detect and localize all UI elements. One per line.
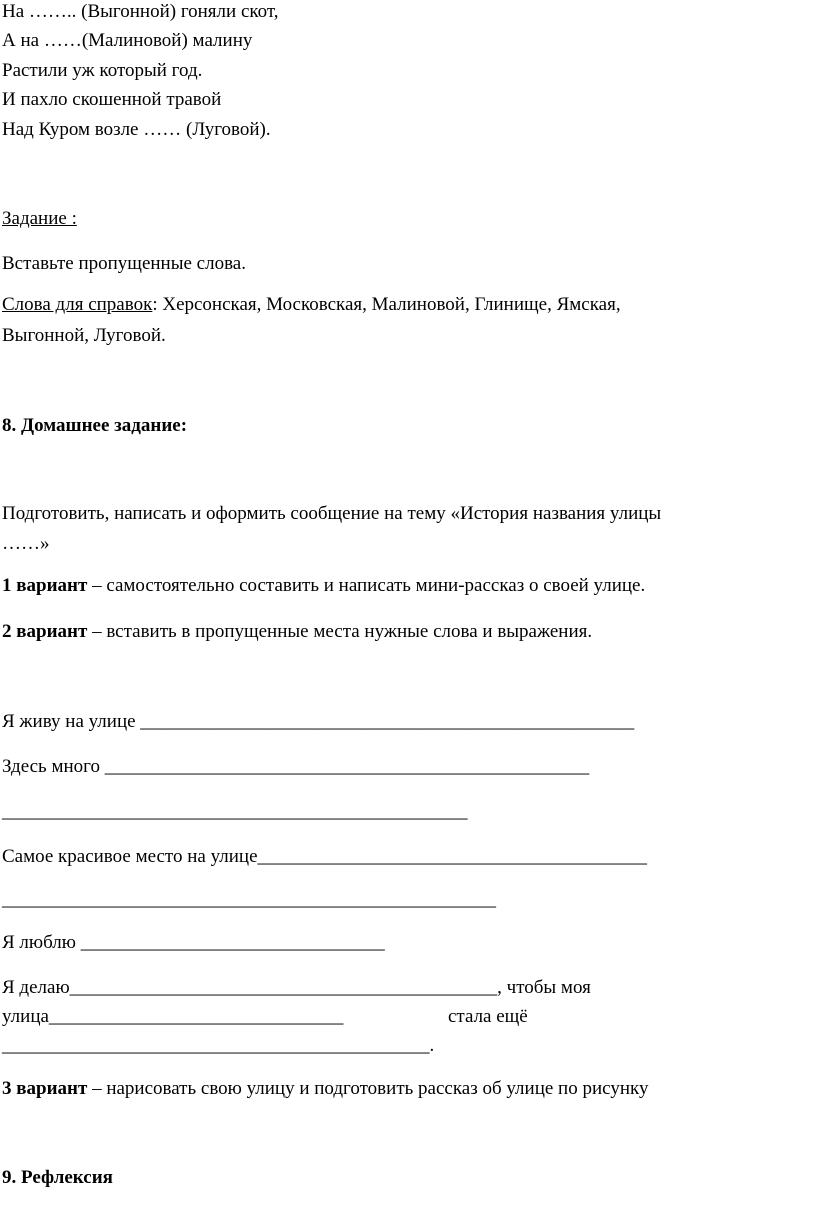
variant-3 — [2, 1078, 648, 1101]
fill-line-8-end: стала ещё — [448, 1006, 528, 1027]
fill-line-9: _____________________________________________. — [2, 1035, 435, 1056]
fill-line-3: _________________________________________________ — [2, 801, 468, 822]
variant-3-label: 3 вариант — [2, 1078, 88, 1099]
fill-line-5: ____________________________________________________ — [2, 889, 496, 910]
fill-line-1: Я живу на улице ____________________________________________________ — [2, 711, 635, 732]
fill-line-2: Здесь много ___________________________________________________ — [2, 756, 590, 777]
variant-1-label: 1 вариант — [2, 575, 88, 596]
poem-line-3: Растили уж который год. — [2, 60, 203, 81]
fill-line-7: Я делаю_____________________________________________, чтобы моя — [2, 977, 591, 998]
variant-2-label: 2 вариант — [2, 621, 88, 642]
poem-line-2: А на ……(Малиновой) малину — [2, 30, 253, 51]
task-instruction: Вставьте пропущенные слова. — [2, 253, 246, 274]
variant-3-text: – нарисовать свою улицу и подготовить рассказ об улице по рисунку — [87, 1078, 649, 1099]
variant-2 — [2, 621, 592, 644]
variant-1-text: – самостоятельно составить и написать мини-рассказ о своей улице. — [87, 575, 646, 596]
reference-words-line-1 — [2, 294, 621, 317]
homework-intro-line-2: ……» — [2, 533, 50, 554]
variant-1 — [2, 575, 645, 598]
poem-line-1: На …….. (Выгонной) гоняли скот, — [2, 1, 279, 22]
task-label: Задание : — [2, 208, 77, 229]
reference-words-1: : Херсонская, Московская, Малиновой, Глинище, Ямская, — [152, 294, 621, 315]
homework-heading: 8. Домашнее задание: — [2, 415, 188, 436]
reflection-heading: 9. Рефлексия — [2, 1167, 113, 1188]
fill-line-6: Я люблю ________________________________ — [2, 932, 385, 953]
fill-line-8-street: улица_______________________________ — [2, 1006, 344, 1027]
poem-line-4: И пахло скошенной травой — [2, 89, 222, 110]
homework-intro-line-1: Подготовить, написать и оформить сообщение на тему «История названия улицы — [2, 503, 662, 524]
fill-line-4: Самое красивое место на улице_________________________________________ — [2, 846, 647, 867]
fill-line-8 — [2, 1006, 802, 1029]
reference-words-line-2: Выгонной, Луговой. — [2, 325, 166, 346]
variant-2-text: – вставить в пропущенные места нужные слова и выражения. — [87, 621, 593, 642]
poem-line-5: Над Куром возле …… (Луговой). — [2, 119, 271, 140]
reference-label: Слова для справок — [2, 294, 153, 315]
